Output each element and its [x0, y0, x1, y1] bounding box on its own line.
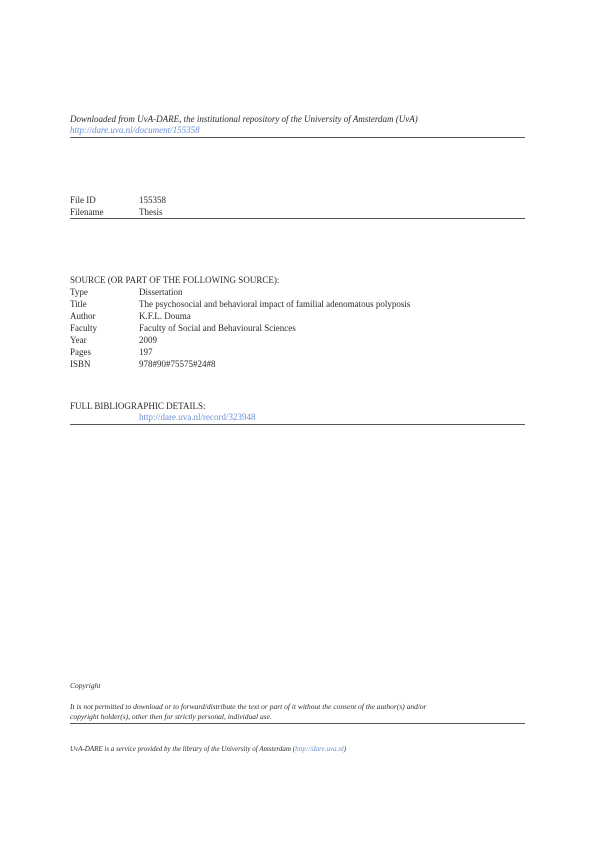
- file-id-value: 155358: [139, 195, 166, 205]
- footer-text: [70, 744, 346, 754]
- isbn-label: ISBN: [70, 359, 91, 369]
- faculty-value: Faculty of Social and Behavioural Sciences: [139, 323, 296, 333]
- footer-close-paren: ): [343, 745, 347, 753]
- isbn-value: 978#90#75575#24#8: [139, 359, 216, 369]
- copyright-heading: Copyright: [70, 681, 101, 690]
- file-info-divider: [70, 218, 525, 219]
- bibliographic-heading: FULL BIBLIOGRAPHIC DETAILS:: [70, 401, 206, 411]
- filename-value: Thesis: [139, 207, 163, 217]
- footer-service-text: UvA-DARE is a service provided by the library of the University of Amsterdam (: [70, 745, 296, 753]
- file-id-label: File ID: [70, 195, 96, 205]
- bibliographic-divider: [70, 424, 525, 425]
- author-value: K.F.L. Douma: [139, 311, 191, 321]
- copyright-text-line2: copyright holder(s), other then for strictly personal, individual use.: [70, 712, 272, 721]
- footer-url-link[interactable]: http://dare.uva.nl: [295, 745, 344, 753]
- pages-label: Pages: [70, 347, 91, 357]
- header-divider: [70, 137, 525, 138]
- author-label: Author: [70, 311, 96, 321]
- copyright-divider: [70, 723, 525, 724]
- title-value: The psychosocial and behavioral impact of familial adenomatous polyposis: [139, 299, 411, 309]
- year-value: 2009: [139, 335, 157, 345]
- type-label: Type: [70, 287, 88, 297]
- record-url-link[interactable]: http://dare.uva.nl/record/323948: [139, 412, 256, 422]
- source-heading: SOURCE (OR PART OF THE FOLLOWING SOURCE):: [70, 275, 280, 285]
- type-value: Dissertation: [139, 287, 183, 297]
- title-label: Title: [70, 299, 87, 309]
- pages-value: 197: [139, 347, 153, 357]
- faculty-label: Faculty: [70, 323, 97, 333]
- filename-label: Filename: [70, 207, 104, 217]
- copyright-text-line1: It is not permitted to download or to forward/distribute the text or part of it without the consent of the author(s) and/or: [70, 702, 427, 711]
- downloaded-from-text: Downloaded from UvA-DARE, the institutional repository of the University of Amsterdam (UvA): [70, 114, 418, 124]
- document-url-link[interactable]: http://dare.uva.nl/document/155358: [70, 125, 200, 135]
- year-label: Year: [70, 335, 87, 345]
